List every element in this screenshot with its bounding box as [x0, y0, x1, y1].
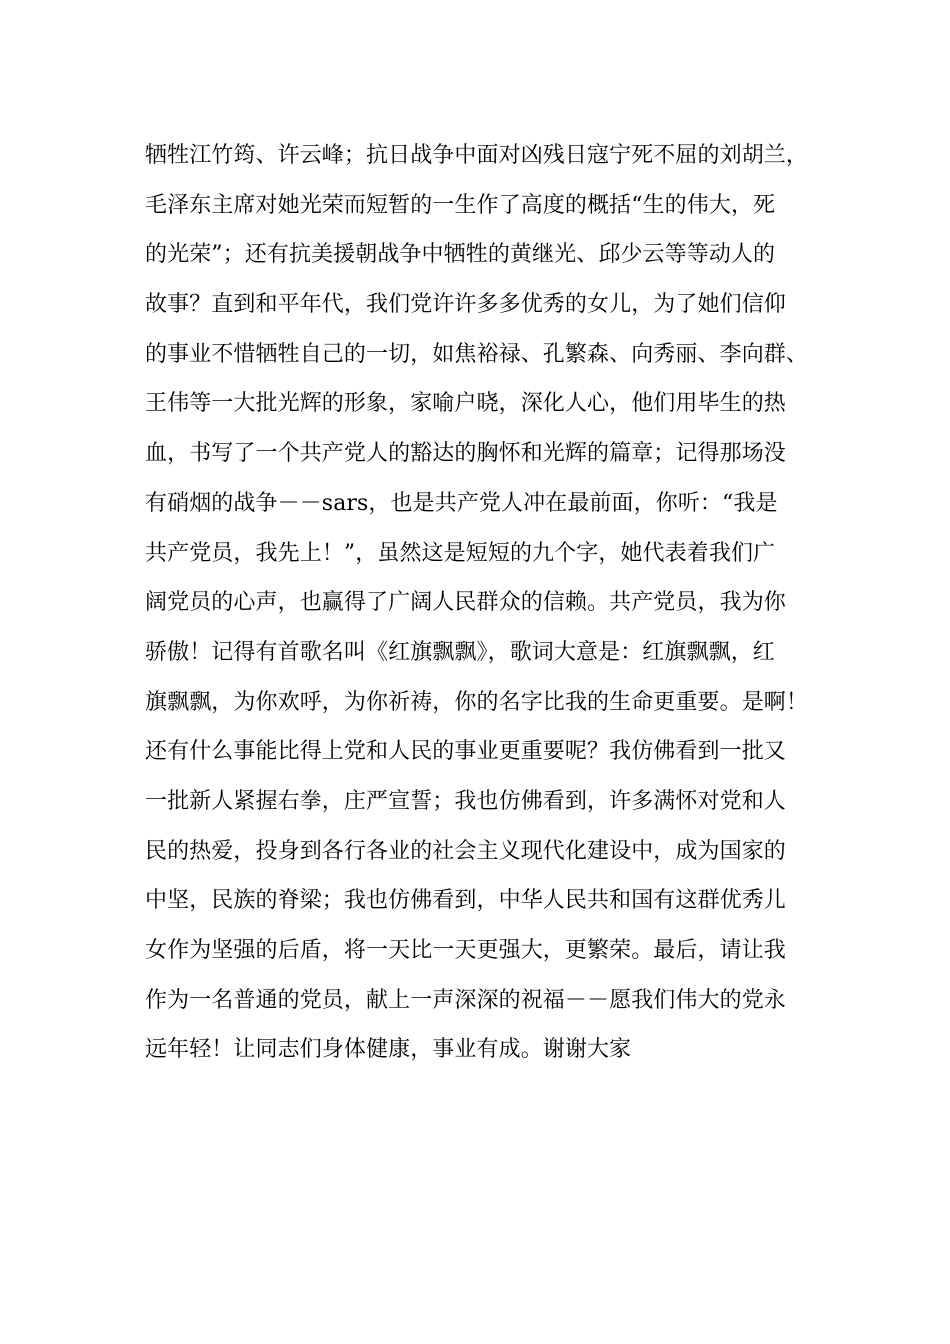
text-line: 的光荣”；还有抗美援朝战争中牺牲的黄继光、邱少云等等动人的 [145, 242, 776, 268]
text-line: 远年轻！让同志们身体健康，事业有成。谢谢大家 [145, 1037, 632, 1063]
text-line: 有硝烟的战争－－sars，也是共产党人冲在最前面，你听：“我是 [145, 490, 778, 516]
text-line: 阔党员的心声，也赢得了广阔人民群众的信赖。共产党员，我为你 [145, 590, 786, 616]
text-line: 作为一名普通的党员，献上一声深深的祝福－－愿我们伟大的党永 [145, 987, 786, 1013]
text-line: 故事？直到和平年代，我们党许许多多优秀的女儿，为了她们信仰 [145, 292, 786, 318]
text-line: 共产党员，我先上！”，虽然这是短短的九个字，她代表着我们广 [145, 540, 776, 566]
text-line: 血，书写了一个共产党人的豁达的胸怀和光辉的篇章；记得那场没 [145, 441, 786, 467]
text-line: 还有什么事能比得上党和人民的事业更重要呢？我仿佛看到一批又 [145, 739, 786, 765]
text-line: 毛泽东主席对她光荣而短暂的一生作了高度的概括“生的伟大，死 [145, 192, 776, 218]
text-line: 中坚，民族的脊梁；我也仿佛看到，中华人民共和国有这群优秀儿 [145, 888, 786, 914]
body-paragraph [145, 131, 845, 1075]
text-line: 女作为坚强的后盾，将一天比一天更强大，更繁荣。最后，请让我 [145, 938, 786, 963]
text-line: 的事业不惜牺牲自己的一切，如焦裕禄、孔繁森、向秀丽、李向群、 [145, 341, 809, 367]
text-line: 一批新人紧握右拳，庄严宣誓；我也仿佛看到，许多满怀对党和人 [145, 788, 786, 814]
text-line: 民的热爱，投身到各行各业的社会主义现代化建设中，成为国家的 [145, 838, 786, 864]
text-line: 骄傲！记得有首歌名叫《红旗飘飘》，歌词大意是：红旗飘飘，红 [145, 639, 775, 665]
text-line: 牺牲江竹筠、许云峰；抗日战争中面对凶残日寇宁死不屈的刘胡兰， [145, 143, 809, 168]
text-line: 旗飘飘，为你欢呼，为你祈祷，你的名字比我的生命更重要。是啊！ [145, 689, 809, 715]
text-line: 王伟等一大批光辉的形象，家喻户晓，深化人心，他们用毕生的热 [145, 391, 786, 417]
